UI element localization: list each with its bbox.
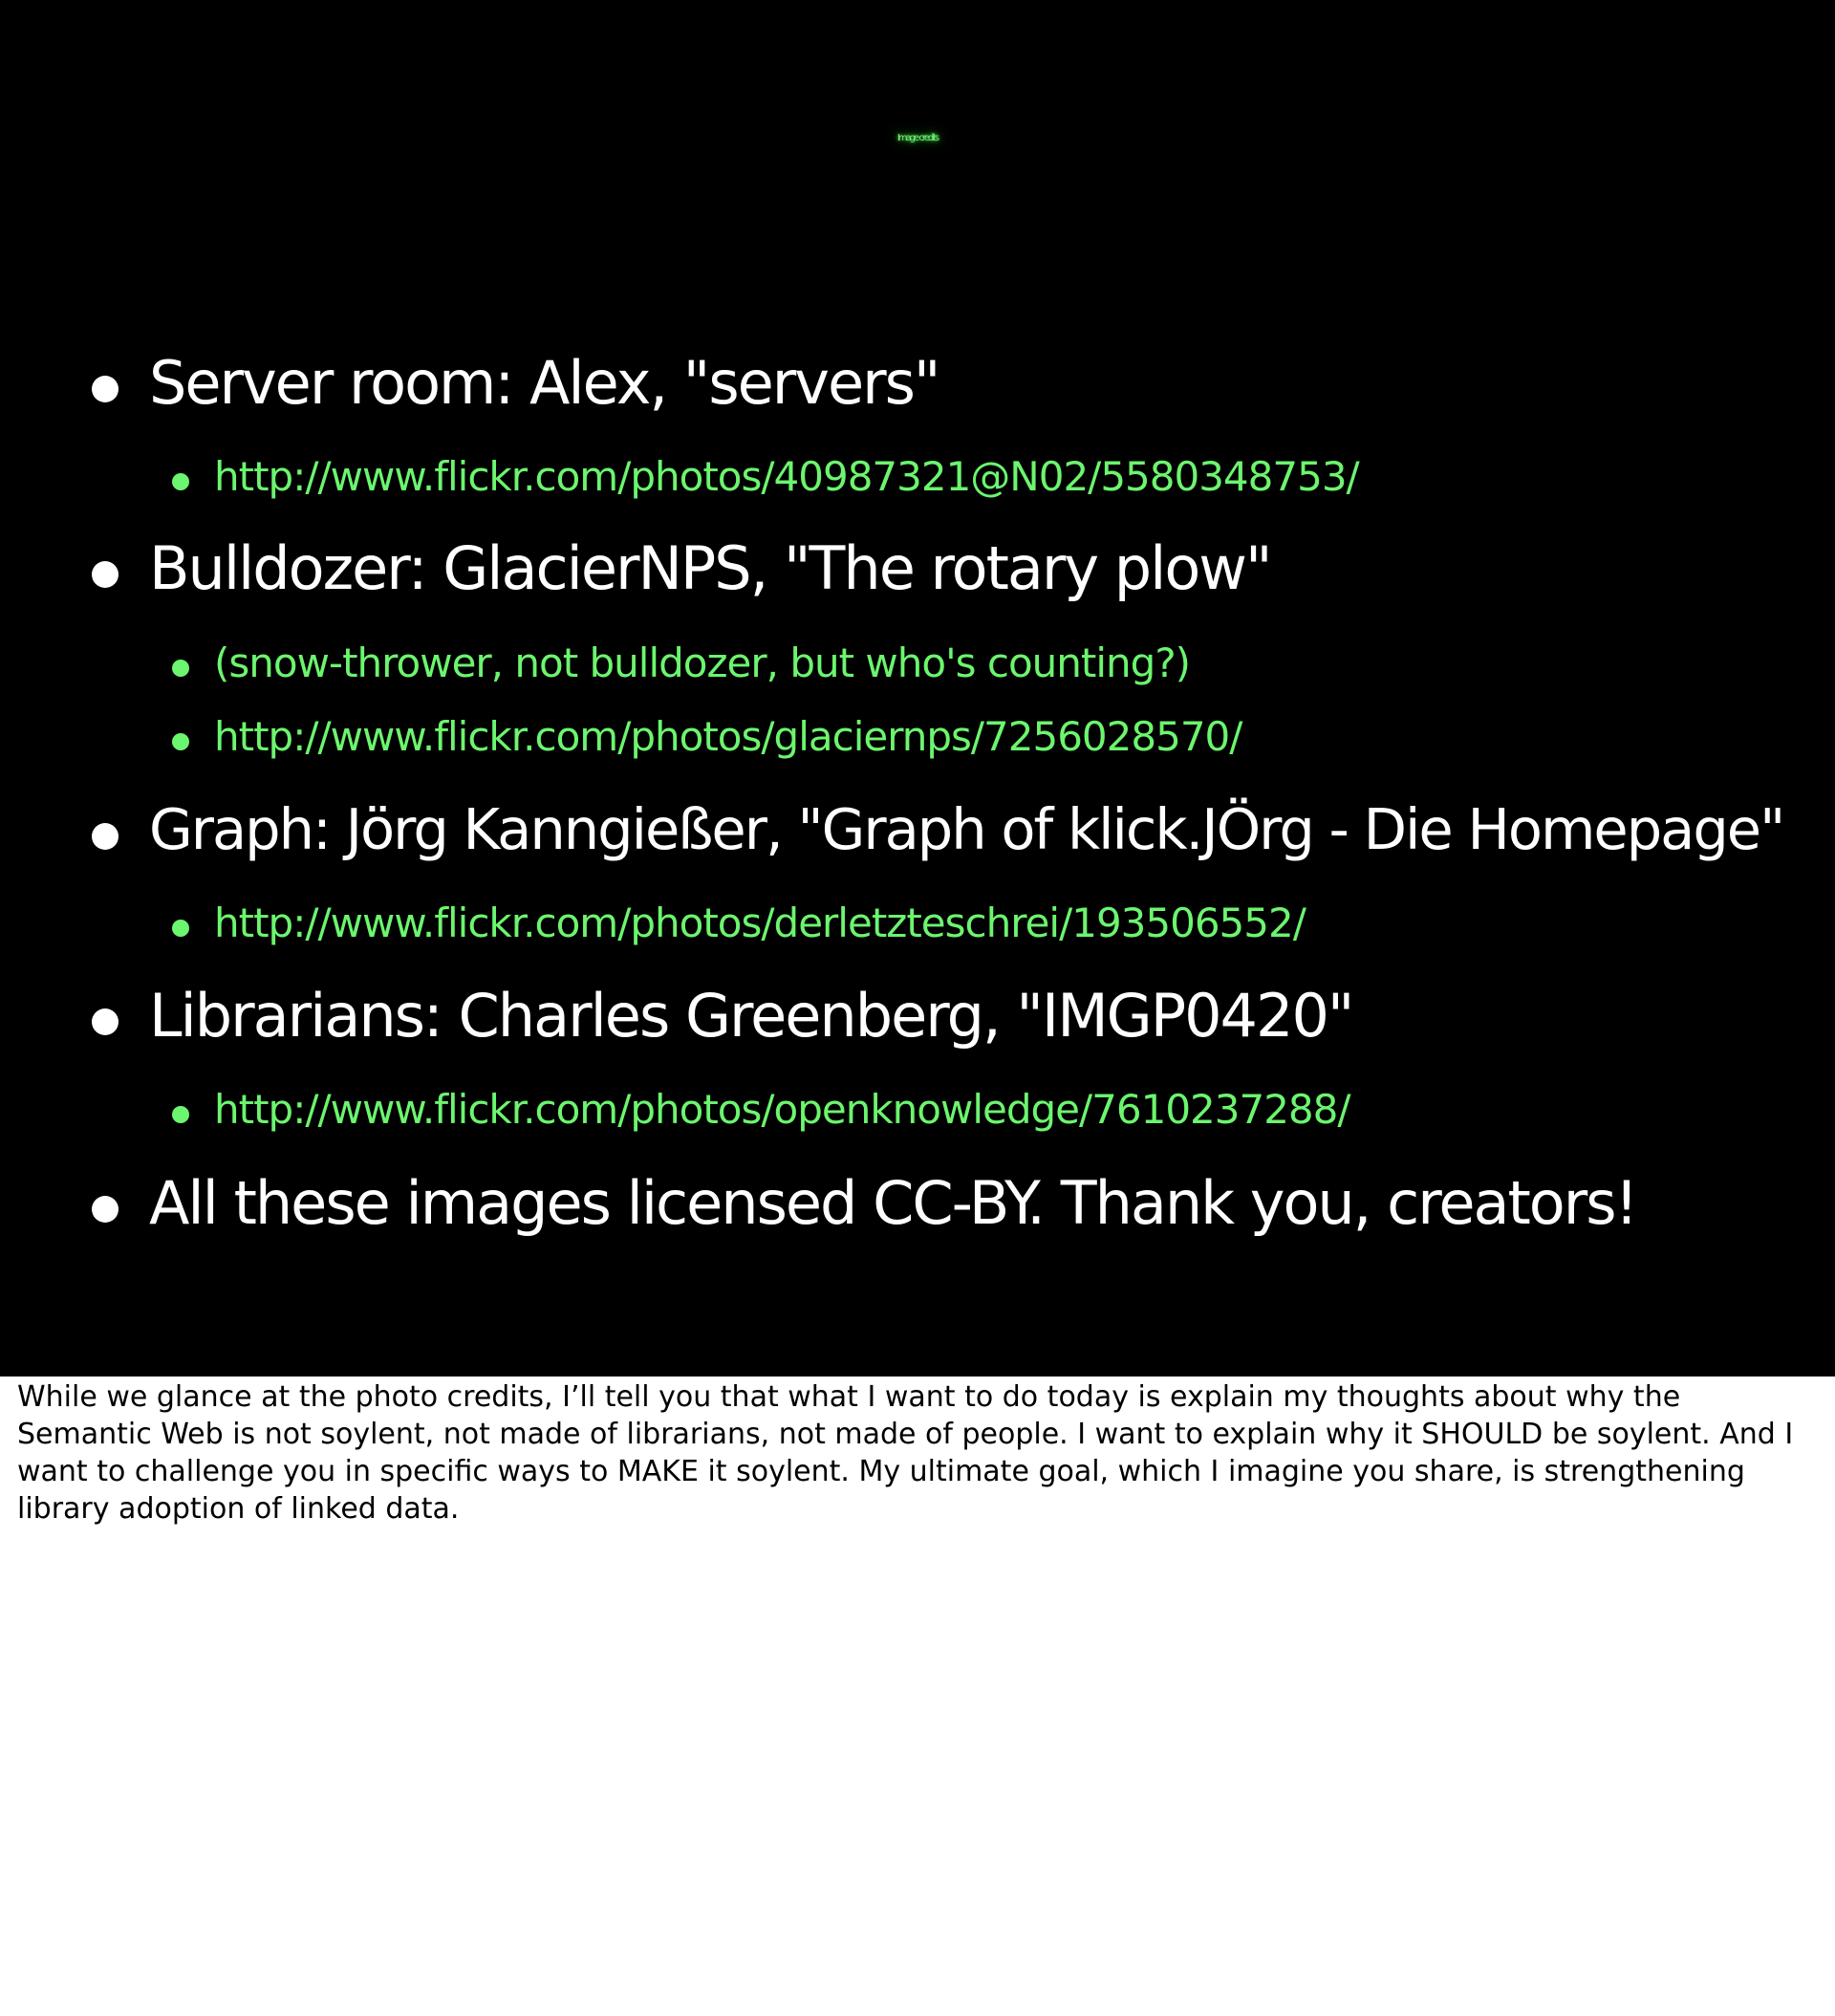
bullet-icon bbox=[92, 561, 119, 588]
bullet-text: Graph: Jörg Kanngießer, "Graph of klick.JÖrg - Die Homepage" bbox=[149, 796, 1784, 862]
sub-bullet-text: http://www.flickr.com/photos/derletzteschrei/193506552/ bbox=[214, 900, 1306, 946]
bullet-icon bbox=[92, 823, 119, 850]
slide-title: Image credits bbox=[896, 133, 939, 143]
bullet-text: Bulldozer: GlacierNPS, "The rotary plow" bbox=[149, 533, 1271, 603]
bullet-text: Server room: Alex, "servers" bbox=[149, 348, 939, 418]
bullet-text: Librarians: Charles Greenberg, "IMGP0420" bbox=[149, 981, 1353, 1051]
bullet-icon bbox=[172, 660, 189, 677]
bullet-icon bbox=[92, 376, 119, 402]
bullet-icon bbox=[172, 920, 189, 937]
speaker-notes: While we glance at the photo credits, I’ll tell you that what I want to do today is explain my thoughts about why the Semantic Web is not soylent, not made of librarians, not made of people. I want to explain why it SHOULD be soylent. And I want to challenge you in specific ways to MAKE it soylent. My ultimate goal, which I imagine you share, is strengthening library adoption of linked data. bbox=[17, 1380, 1794, 1526]
bullet-icon bbox=[172, 473, 189, 490]
sub-bullet-text: http://www.flickr.com/photos/glaciernps/7256028570/ bbox=[214, 713, 1242, 760]
sub-bullet-text: http://www.flickr.com/photos/40987321@N02/5580348753/ bbox=[214, 453, 1359, 500]
bullet-icon bbox=[172, 1106, 189, 1123]
sub-bullet-text: http://www.flickr.com/photos/openknowledge/7610237288/ bbox=[214, 1086, 1350, 1133]
bullet-icon bbox=[92, 1196, 119, 1223]
bullet-text: All these images licensed CC-BY. Thank you, creators! bbox=[149, 1168, 1637, 1238]
bullet-icon bbox=[92, 1008, 119, 1035]
bullet-icon bbox=[172, 733, 189, 750]
sub-bullet-text: (snow-thrower, not bulldozer, but who's counting?) bbox=[214, 639, 1190, 686]
